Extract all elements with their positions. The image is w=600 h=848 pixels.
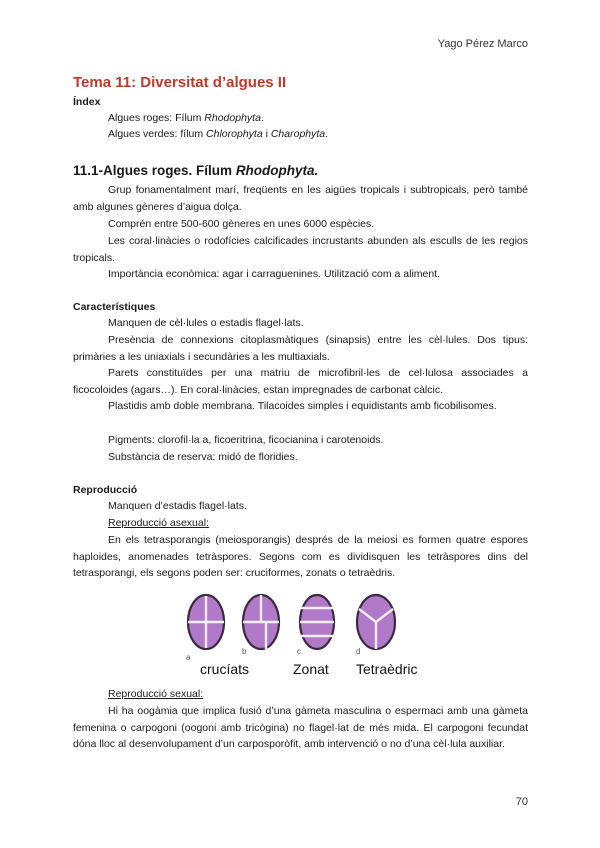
characteristic-4: Plastidis amb doble membrana. Tilacoides simples i equidistants amb ficobilisomes. xyxy=(108,400,497,412)
sexual-reproduction-text: Hi ha oogàmia que implica fusió d’una gàmeta masculina o espermaci amb una gàmeta femenina o carpogoni (oogoni amb tricògina) no flagel·lat de més mida. El carpogoni fecundat dóna lloc al desenvolupament d’un carposporòfit, amb intervenció o no d’una cèl·lula auxiliar. xyxy=(73,705,528,750)
index-item-1: Algues roges: Fílum Rhodophyta. xyxy=(108,112,264,124)
figure-label-cruciate: crucíats xyxy=(200,661,250,677)
tetrasporangium-cruciate xyxy=(188,595,224,649)
figure-letter-d: d xyxy=(356,647,361,656)
index-heading: Índex xyxy=(73,96,101,108)
reproduction-item-1: Manquen d’estadis flagel·lats. xyxy=(108,500,247,512)
tetrasporangium-tetrahedral xyxy=(357,595,395,649)
figure-letter-c: c xyxy=(297,647,301,656)
reproduction-heading: Reproducció xyxy=(73,484,138,496)
intro-paragraph-2: Comprén entre 500-600 gèneres en unes 6000 espècies. xyxy=(108,218,375,230)
characteristic-6: Substància de reserva: midó de floridies. xyxy=(108,451,298,463)
figure-letter-b: b xyxy=(242,647,247,656)
tetrasporangium-zonate xyxy=(300,595,334,649)
characteristic-5: Pigments: clorofil·la a, ficoeritrina, ficocianina i carotenoids. xyxy=(108,434,384,446)
tetrasporangium-decussate xyxy=(243,595,279,649)
figure-letter-a: a xyxy=(186,653,191,662)
asexual-reproduction-label: Reproducció asexual: xyxy=(108,517,209,529)
page-title: Tema 11: Diversitat d’algues II xyxy=(73,74,287,91)
characteristic-1: Manquen de cèl·lules o estadis flagel·lats. xyxy=(108,317,304,329)
asexual-reproduction-text: En els tetrasporangis (meiosporangis) després de la meiosi es formen quatre espores haploides, anomenades tetràspores. Segons com es dividisquen les tetràspores dins del tetrasporangi, els segons poden ser: cruciformes, zonats o tetraèdris. xyxy=(73,534,528,579)
intro-paragraph-3: Les coral·linàcies o rodofícies calcificades incrustants abunden als esculls de les regios tropicals. xyxy=(73,235,528,264)
index-item-2: Algues verdes: fílum Chlorophyta i Charophyta. xyxy=(108,128,329,140)
section-heading: 11.1-Algues roges. Fílum Rhodophyta. xyxy=(73,163,319,178)
header-author: Yago Pérez Marco xyxy=(437,38,528,50)
page-number: 70 xyxy=(515,796,528,808)
intro-paragraph-1: Grup fonamentalment marí, freqüents en les aigües tropicals i subtropicals, però també amb algunes gèneres d’aigua dolça. xyxy=(73,184,528,213)
figure-label-zonate: Zonat xyxy=(293,661,329,677)
tetrasporangia-figure xyxy=(180,592,425,682)
characteristic-2: Presència de connexions citoplasmàtiques (sinapsis) entre les cèl·lules. Dos tipus: primàries a les uniaxials i secundàries a les multiaxials. xyxy=(73,334,528,363)
sexual-reproduction-label: Reproducció sexual: xyxy=(108,688,204,700)
intro-paragraph-4: Importància econòmica: agar i carraguenines. Utilització com a aliment. xyxy=(108,268,441,280)
characteristics-heading: Característiques xyxy=(73,301,156,313)
characteristic-3: Parets constituïdes per una matriu de microfibril·les de cel·lulosa associades a ficocoloides (agars…). En coral·linàcies, estan impregnades de carbonat càlcic. xyxy=(73,367,528,396)
figure-label-tetrahedral: Tetraèdric xyxy=(356,661,418,677)
tetrasporangia-illustration xyxy=(180,592,425,682)
